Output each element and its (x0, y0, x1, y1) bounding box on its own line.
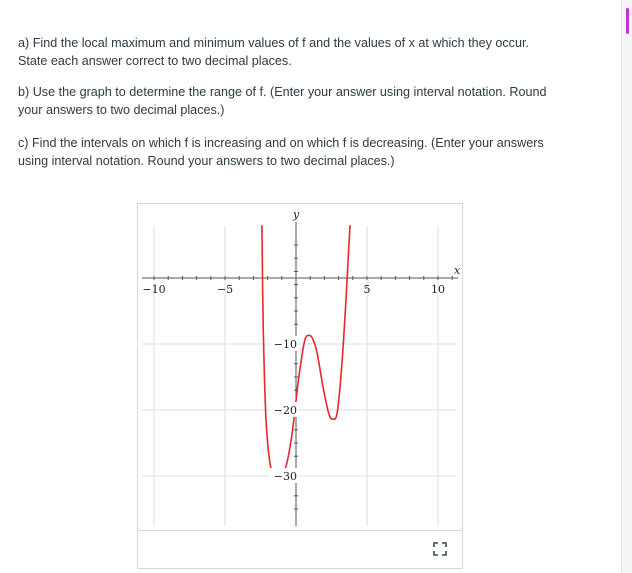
x-tick-label: −5 (216, 283, 234, 296)
graph-container (137, 203, 463, 569)
graph-divider (138, 530, 462, 531)
expand-icon[interactable] (433, 542, 447, 556)
function-graph (138, 204, 462, 530)
question-a (18, 34, 598, 70)
question-a-line-2: State each answer correct to two decimal places. (18, 54, 292, 68)
x-tick-label: 5 (363, 283, 371, 296)
x-axis-label: x (454, 264, 461, 277)
question-b-line-2: your answers to two decimal places.) (18, 103, 225, 117)
x-tick-label: −10 (142, 283, 166, 296)
y-tick-label: −10 (273, 338, 297, 351)
x-tick-label: 10 (431, 283, 445, 296)
y-axis-label: y (293, 208, 300, 221)
question-b (18, 83, 598, 119)
question-a-line-1: a) Find the local maximum and minimum values of f and the values of x at which they occur. (18, 36, 529, 50)
accent-marker (626, 8, 629, 34)
question-c-line-2: using interval notation. Round your answers to two decimal places.) (18, 154, 395, 168)
curve (262, 225, 350, 480)
question-c-line-1: c) Find the intervals on which f is increasing and on which f is decreasing. (Enter your answers (18, 136, 544, 150)
tick-labels (142, 208, 461, 483)
y-tick-label: −20 (273, 404, 297, 417)
function-curve (262, 225, 350, 480)
question-c (18, 134, 598, 170)
question-b-line-1: b) Use the graph to determine the range of f. (Enter your answer using interval notation. Round (18, 85, 547, 99)
y-tick-label: −30 (273, 470, 297, 483)
right-scroll-rail (621, 0, 632, 573)
